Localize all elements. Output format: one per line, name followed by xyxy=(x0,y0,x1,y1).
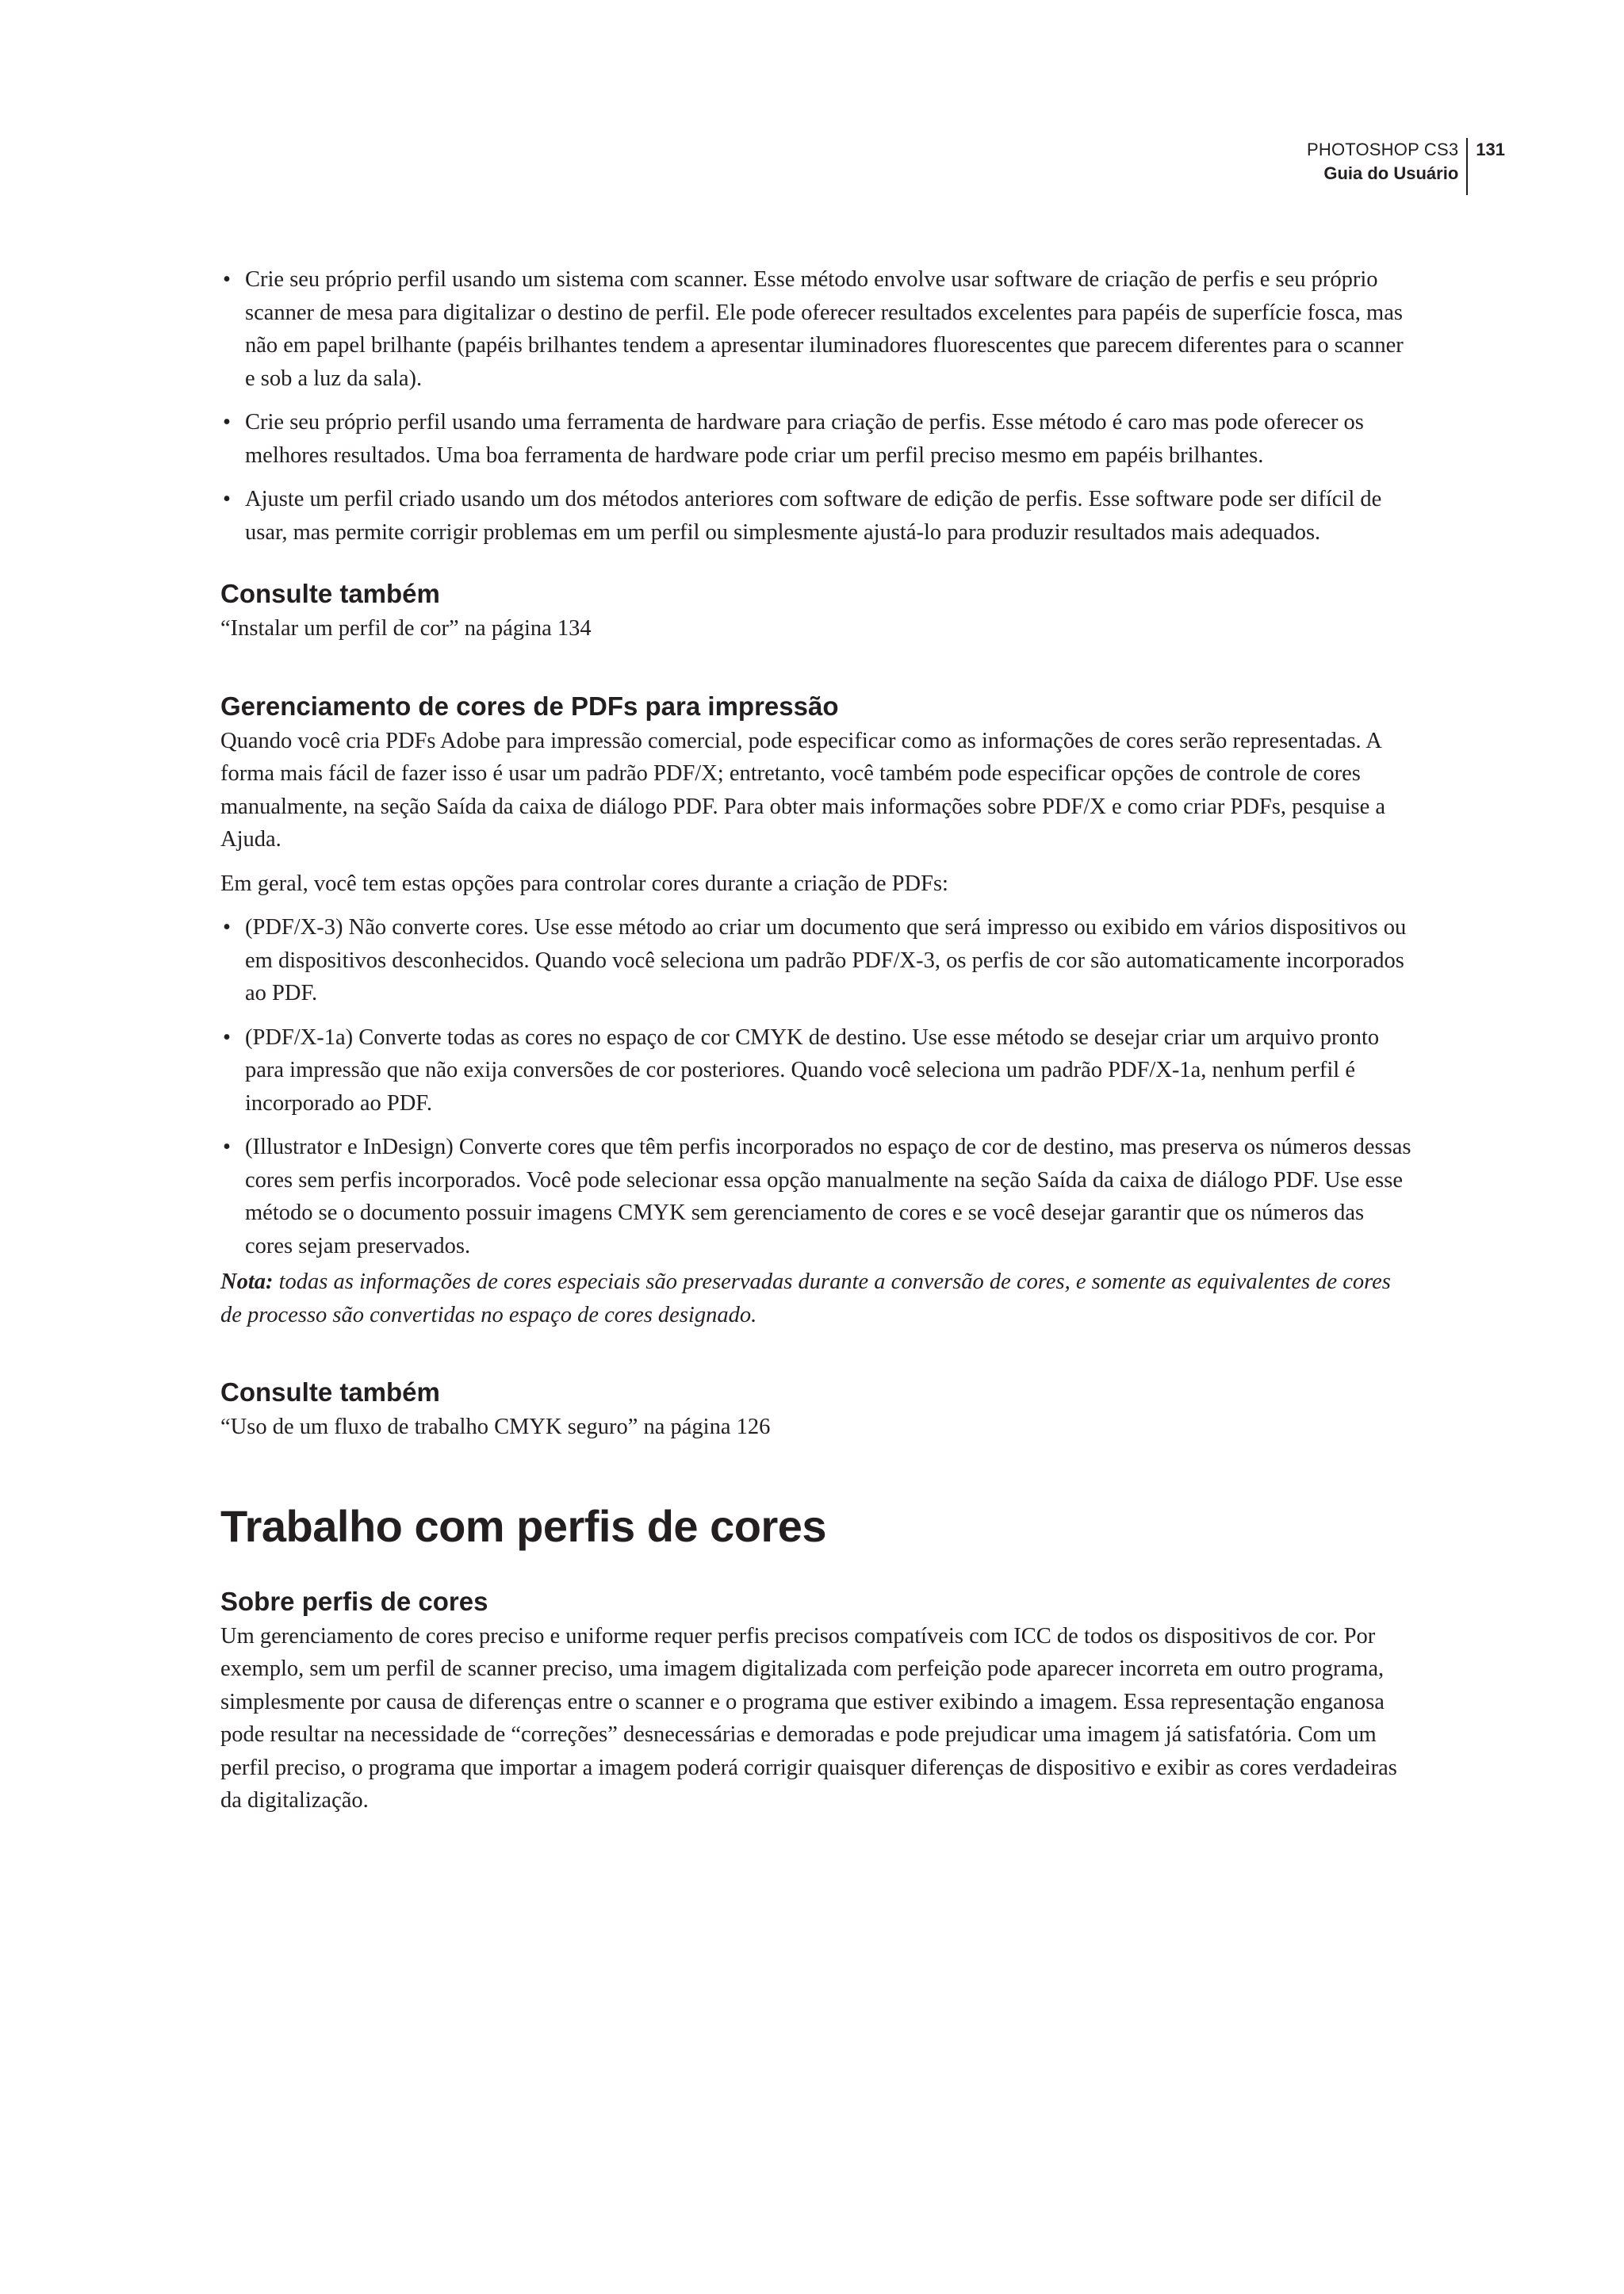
bullet-icon: • xyxy=(223,1024,231,1050)
see-also-heading: Consulte também xyxy=(220,579,440,608)
bullet-icon: • xyxy=(223,487,231,511)
list-item: • (PDF/X-1a) Converte todas as cores no espaço de cor CMYK de destino. Use esse método se desejar criar um arquivo pronto para impressão que não exija conversões de cor posteriores. Quando você seleciona um padrão PDF/X-1a, nenhum perfil é incorporado ao PDF. xyxy=(220,1021,1415,1120)
bullet-icon: • xyxy=(223,1135,231,1159)
list-item: • Crie seu próprio perfil usando uma ferramenta de hardware para criação de perfis. Esse método é caro mas pode oferecer os melhores resultados. Uma boa ferramenta de hardware pode criar um perfil preciso mesmo em papéis brilhantes. xyxy=(220,406,1415,472)
list-item: • Ajuste um perfil criado usando um dos métodos anteriores com software de edição de perfis. Esse software pode ser difícil de usar, mas permite corrigir problemas em um perfil ou simplesmente ajustá-lo para produzir resultados mais adequados. xyxy=(220,483,1415,549)
list-item: • (PDF/X-3) Não converte cores. Use esse método ao criar um documento que será impresso ou exibido em vários dispositivos ou em dispositivos desconhecidos. Quando você seleciona um padrão PDF/X-3, os perfis de cor são automaticamente incorporados ao PDF. xyxy=(220,911,1415,1010)
pdf-paragraph: Quando você cria PDFs Adobe para impressão comercial, pode especificar como as informações de cores serão representadas. A forma mais fácil de fazer isso é usar um padrão PDF/X; entretanto, você também pode especificar opções de controle de cores manualmente, na seção Saída da caixa de diálogo PDF. Para obter mais informações sobre PDF/X e como criar PDFs, pesquise a Ajuda. xyxy=(220,728,1386,852)
note-label: Nota: xyxy=(220,1270,274,1294)
guide-name: Guia do Usuário xyxy=(1323,163,1459,183)
list-item: • Crie seu próprio perfil usando um sistema com scanner. Esse método envolve usar software de criação de perfis e seu próprio scanner de mesa para digitalizar o destino de perfil. Ele pode oferecer resultados excelentes para papéis de superfície fosca, mas não em papel brilhante (papéis brilhantes tendem a apresentar iluminadores fluorescentes que parecem diferentes para o scanner e sob a luz da sala). xyxy=(220,263,1415,395)
note-text: todas as informações de cores especiais são preservadas durante a conversão de cores, e somente as equivalentes de cores de processo são convertidas no espaço de cores designado. xyxy=(220,1270,1391,1327)
note xyxy=(220,1266,1415,1331)
profiles-paragraph: Um gerenciamento de cores preciso e uniforme requer perfis precisos compatíveis com ICC de todos os dispositivos de cor. Por exemplo, sem um perfil de scanner preciso, uma imagem digitalizada com perfeição pode aparecer incorreta em outro programa, simplesmente por causa de diferenças entre o scanner e o programa que estiver exibindo a imagem. Essa representação enganosa pode resultar na necessidade de “correções” desnecessárias e demoradas e pode prejudicar uma imagem já satisfatória. Com um perfil preciso, o programa que importar a imagem poderá corrigir quaisquer diferenças de dispositivo e exibir as cores verdadeiras da digitalização. xyxy=(220,1623,1397,1813)
section-heading-profiles: Sobre perfis de cores xyxy=(220,1586,488,1616)
pdf-options-list xyxy=(220,911,1415,1262)
see-also-link[interactable]: “Instalar um perfil de cor” na página 134 xyxy=(220,616,592,641)
pdf-options-intro: Em geral, você tem estas opções para controlar cores durante a criação de PDFs: xyxy=(220,871,948,896)
see-also-link-2[interactable]: “Uso de um fluxo de trabalho CMYK seguro” na página 126 xyxy=(220,1415,771,1439)
running-head xyxy=(1307,138,1505,195)
page-content xyxy=(220,263,1415,1817)
section-heading-pdf: Gerenciamento de cores de PDFs para impressão xyxy=(220,691,839,721)
bullet-icon: • xyxy=(223,410,231,435)
chapter-title: Trabalho com perfis de cores xyxy=(220,1500,827,1551)
see-also-heading-2: Consulte também xyxy=(220,1377,440,1407)
bullet-icon: • xyxy=(223,267,231,292)
page-number: 131 xyxy=(1476,140,1505,159)
bullet-icon: • xyxy=(223,915,231,940)
product-name: PHOTOSHOP CS3 xyxy=(1306,140,1459,159)
intro-bullet-list xyxy=(220,263,1415,549)
list-item: • (Illustrator e InDesign) Converte cores que têm perfis incorporados no espaço de cor de destino, mas preserva os números dessas cores sem perfis incorporados. Você pode selecionar essa opção manualmente na seção Saída da caixa de diálogo PDF. Use esse método se o documento possuir imagens CMYK sem gerenciamento de cores e se você desejar garantir que os números das cores sejam preservados. xyxy=(220,1131,1415,1262)
running-head-text xyxy=(1307,138,1466,186)
